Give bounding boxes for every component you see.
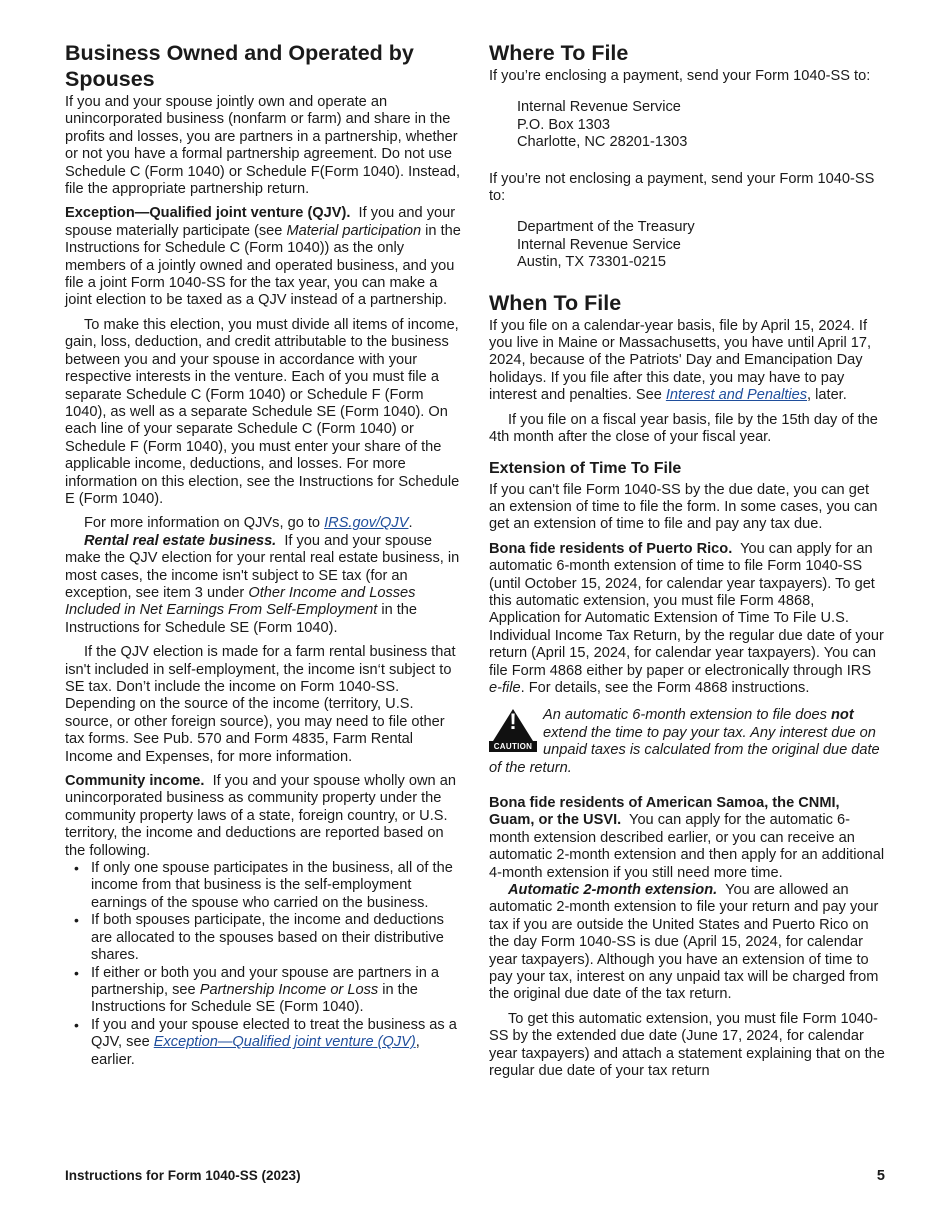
bullet-icon: • — [74, 964, 79, 981]
qjv-text-a: If you and your spouse materially participate (see — [65, 205, 456, 239]
bullet-icon: • — [74, 912, 79, 929]
bullet-text-end: , earlier. — [91, 1034, 420, 1068]
paragraph-fiscal-year: If you file on a fiscal year basis, file by the 15th day of the 4th month after the close of your fiscal year. — [489, 411, 878, 446]
paragraph-qjv-exception — [65, 205, 463, 309]
paragraph-with-payment: If you’re enclosing a payment, send your Form 1040-SS to: — [489, 68, 871, 84]
pr-text-b: . For details, see the Form 4868 instructions. — [520, 679, 810, 696]
rental-text-b: in the Instructions for Schedule SE (Form 1040). — [65, 602, 418, 636]
address-charlotte — [517, 99, 887, 151]
page-number: 5 — [876, 1168, 885, 1184]
address-line: Charlotte, NC 28201-1303 — [517, 134, 688, 151]
qjv-heading: Exception—Qualified joint venture (QJV). — [65, 205, 351, 222]
rental-emphasis: Other Income and Losses Included in Net Earnings From Self-Employment — [65, 584, 416, 619]
paragraph-get-extension: To get this automatic extension, you must file Form 1040-SS by the extended due date (June 17, 2024, for calendar year taxpayers) and attach a statement explaining that on the regular due date of your tax return — [489, 1010, 885, 1080]
page-footer — [65, 1168, 885, 1183]
list-item — [65, 860, 463, 912]
paragraph-automatic-2-month — [489, 882, 887, 1004]
list-item — [65, 912, 463, 964]
bullet-icon: • — [74, 1016, 79, 1033]
caution-text-a: An automatic 6-month extension to file does — [543, 707, 831, 724]
rental-heading: Rental real estate business. — [84, 532, 277, 549]
caution-label: CAUTION — [489, 741, 537, 752]
bullet-emphasis: Partnership Income or Loss — [199, 981, 379, 998]
paragraph-american-samoa — [489, 795, 887, 882]
qjv-exception-link[interactable]: Exception—Qualified joint venture (QJV) — [153, 1034, 416, 1051]
caution-not: not — [830, 707, 854, 724]
irs-qjv-link[interactable]: IRS.gov/QJV — [324, 515, 409, 532]
bullet-icon: • — [74, 860, 79, 877]
list-item — [65, 1017, 463, 1069]
heading-where-to-file: Where To File — [489, 41, 629, 65]
paragraph-without-payment: If you’re not enclosing a payment, send your Form 1040-SS to: — [489, 170, 875, 205]
address-line: Internal Revenue Service — [517, 236, 681, 253]
right-column — [489, 40, 887, 1088]
paragraph-rental — [65, 533, 463, 637]
rental-text-a: If you and your spouse make the QJV election for your rental real estate business, in most cases, the income isn't subject to SE tax (for an exception, see item 3 under — [65, 532, 460, 601]
heading-when-to-file: When To File — [489, 290, 622, 315]
address-line: P.O. Box 1303 — [517, 116, 611, 133]
caution-icon — [489, 709, 537, 753]
bullet-text: If only one spouse participates in the business, all of the income from that business is the self-employment earnings of the spouse who carried on the business. — [91, 860, 453, 911]
caution-exclamation: ! — [509, 709, 517, 735]
interest-penalties-link[interactable]: Interest and Penalties — [665, 387, 808, 404]
bullet-text: If you and your spouse elected to treat the business as a QJV, see — [91, 1016, 457, 1051]
heading-extension: Extension of Time To File — [489, 459, 682, 477]
puerto-rico-heading: Bona fide residents of Puerto Rico. — [489, 540, 733, 557]
paragraph-more-info — [65, 515, 463, 532]
community-bullet-list — [65, 860, 463, 1069]
community-text: If you and your spouse wholly own an unincorporated business as community property under the community property laws of a state, foreign country, or U.S. territory, the income and deductions are reported based on the following. — [65, 773, 456, 859]
address-line: Internal Revenue Service — [517, 99, 681, 116]
address-line: Department of the Treasury — [517, 219, 695, 236]
more-text: For more information on QJVs, go to — [84, 515, 325, 532]
address-line: Austin, TX 73301-0215 — [517, 254, 667, 271]
paragraph-community — [65, 773, 463, 860]
paragraph-calendar-year — [489, 318, 887, 405]
paragraph-election: To make this election, you must divide all items of income, gain, loss, deduction, and credit attributable to the business between you and your spouse in accordance with your respective interests in the venture. Each of you must file a separate Schedule C (Form 1040) or Schedule F (Form 1040), as well as a separate Schedule SE (Form 1040). On each line of your separate Schedule C (Form 1040) or Schedule F (Form 1040), you must enter your share of the applicable income, deductions, and losses. For more information on this election, see the Instructions for Schedule E (Form 1040). — [65, 316, 460, 507]
paragraph-farm-rental: If the QJV election is made for a farm rental business that isn't included in self-employment, the income isn‘t subject to SE tax. Don’t include the income on Form 1040-SS. Depending on the source of the income (territory, U.S. source, or other foreign source), you may need to file other tax forms. See Pub. 570 and Form 4835, Farm Rental Income and Expenses, for more information. — [65, 644, 456, 765]
as-text: You can apply for the automatic 6-month extension described earlier, or you can receive an automatic 2-month extension and then apply for an additional 4-month extension if you still need more time. — [489, 812, 885, 881]
bullet-text: If either or both you and your spouse are partners in a partnership, see — [91, 964, 440, 998]
when-text-a: If you file on a calendar-year basis, file by April 15, 2024. If you live in Maine or Massachusetts, you have until April 17, 2024, because of the Patriots' Day and Emancipation Day holidays. If you file after this date, you may have to pay interest and penalties. See — [489, 317, 872, 404]
efile-emphasis: e-file — [489, 679, 521, 696]
auto-text: You are allowed an automatic 2-month extension to file your return and pay your tax if you are outside the United States and Puerto Rico on the day Form 1040-SS is due (April 15, 2024, for calendar year taxpayers). Although you have an extension of time to pay your tax, interest on any unpaid tax will be charged from the original due date of the tax return. — [489, 882, 879, 1003]
caution-note — [489, 707, 887, 777]
footer-title: Instructions for Form 1040-SS (2023) — [65, 1168, 301, 1183]
qjv-emphasis: Material participation — [286, 222, 422, 239]
community-heading: Community income. — [65, 773, 205, 790]
paragraph-partnership: If you and your spouse jointly own and operate an unincorporated business (nonfarm or farm) and share in the profits and losses, you are partners in a partnership, whether or not you have a formal partnership agreement. Do not use Schedule C (Form 1040) or Schedule F(Form 1040). Instead, file the appropriate partnership return. — [65, 94, 461, 198]
address-austin — [517, 219, 887, 271]
bullet-text: If both spouses participate, the income and deductions are allocated to the spouses based on their distributive shares. — [91, 912, 444, 964]
more-period: . — [408, 515, 413, 532]
qjv-text-b: in the Instructions for Schedule C (Form 1040)) as the only members of a jointly owned and operated business, and you file a joint Form 1040-SS for the tax year, you can make a joint election to be taxed as a QJV instead of a partnership. — [65, 222, 461, 309]
paragraph-extension: If you can't file Form 1040-SS by the due date, you can get an extension of time to file the form. In some cases, you can get an extension of time to file and pay any tax due. — [489, 481, 878, 533]
left-column — [65, 40, 463, 1069]
list-item — [65, 965, 463, 1017]
caution-text-b: extend the time to pay your tax. Any interest due on unpaid taxes is calculated from the original due date of the return. — [489, 724, 880, 776]
automatic-2-month-heading: Automatic 2-month extension. — [508, 882, 718, 899]
heading-business-spouses: Business Owned and Operated by Spouses — [65, 41, 414, 91]
paragraph-puerto-rico — [489, 541, 887, 698]
american-samoa-heading: Bona fide residents of American Samoa, the CNMI, Guam, or the USVI. — [489, 795, 840, 829]
when-text-b: , later. — [807, 387, 847, 404]
bullet-text-end: in the Instructions for Schedule SE (Form 1040). — [91, 981, 418, 1016]
pr-text-a: You can apply for an automatic 6-month extension of time to file Form 1040-SS (until October 15, 2024, for calendar year taxpayers). To get this automatic extension, you must file Form 4868, Application for Automatic Extension of Time To File U.S. Individual Income Tax Return, by the regular due date of your return (April 15, 2024, for calendar year taxpayers). You can file Form 4868 either by paper or electronically through IRS — [489, 540, 884, 679]
